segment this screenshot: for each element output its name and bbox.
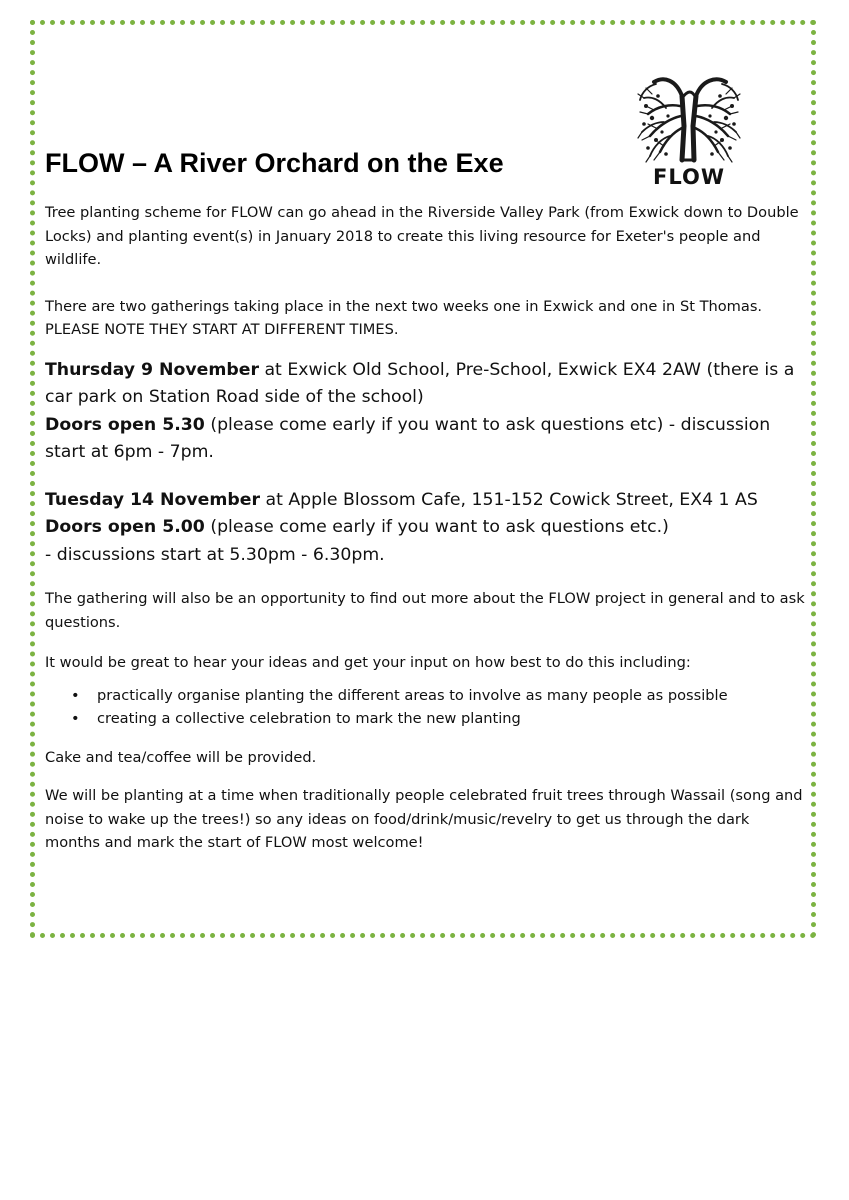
list-item bbox=[45, 707, 805, 731]
list-item-text: creating a collective celebration to mark the new planting bbox=[97, 710, 521, 727]
tree-roots-icon bbox=[636, 66, 742, 164]
intro-paragraph: Tree planting scheme for FLOW can go ahead in the Riverside Valley Park (from Exwick down to Double Locks) and planting event(s) in January 2018 to create this living resource for Exeter's people and wildlife. bbox=[45, 204, 799, 268]
list-item bbox=[45, 684, 805, 708]
event-thursday bbox=[45, 357, 805, 467]
logo-text: FLOW bbox=[653, 165, 725, 189]
event-details-continued: - discussions start at 5.30pm - 6.30pm. bbox=[45, 544, 385, 565]
list-item-text: practically organise planting the different areas to involve as many people as possible bbox=[97, 686, 728, 704]
event-details: (please come early if you want to ask questions etc.) bbox=[204, 517, 669, 537]
event-doors: Doors open 5.00 bbox=[45, 517, 205, 537]
page-title: FLOW – A River Orchard on the Exe bbox=[45, 148, 504, 178]
bullet-icon: • bbox=[71, 710, 80, 727]
ideas-intro: It would be great to hear your ideas and get your input on how best to do this including: bbox=[45, 654, 691, 671]
gathering-paragraph: The gathering will also be an opportunity to find out more about the FLOW project in general and to ask questions. bbox=[45, 590, 805, 631]
flow-logo bbox=[636, 66, 742, 190]
event-date: Thursday 9 November bbox=[45, 359, 259, 380]
ideas-list bbox=[45, 684, 805, 731]
bullet-icon: • bbox=[71, 686, 80, 704]
notice-paragraph: There are two gatherings taking place in the next two weeks one in Exwick and one in St Thomas. PLEASE NOTE THEY START AT DIFFERENT TIMES. bbox=[45, 297, 763, 338]
event-venue: at Apple Blossom Cafe, 151-152 Cowick Street, EX4 1 AS bbox=[260, 489, 758, 510]
event-details: (please come early if you want to ask questions etc) - discussion start at 6pm - 7pm. bbox=[45, 414, 771, 462]
event-date: Tuesday 14 November bbox=[45, 489, 260, 510]
main-content bbox=[45, 201, 805, 855]
event-venue: at Exwick Old School, Pre-School, Exwick EX4 2AW (there is a car park on Station Road side of the school) bbox=[45, 359, 795, 407]
cake-paragraph: Cake and tea/coffee will be provided. bbox=[45, 748, 317, 766]
closing-paragraph: We will be planting at a time when traditionally people celebrated fruit trees through Wassail (song and noise to wake up the trees!) so any ideas on food/drink/music/revelry to get us through the dark months and mark the start of FLOW most welcome! bbox=[45, 787, 803, 851]
event-doors: Doors open 5.30 bbox=[45, 414, 205, 435]
event-tuesday bbox=[45, 487, 805, 570]
